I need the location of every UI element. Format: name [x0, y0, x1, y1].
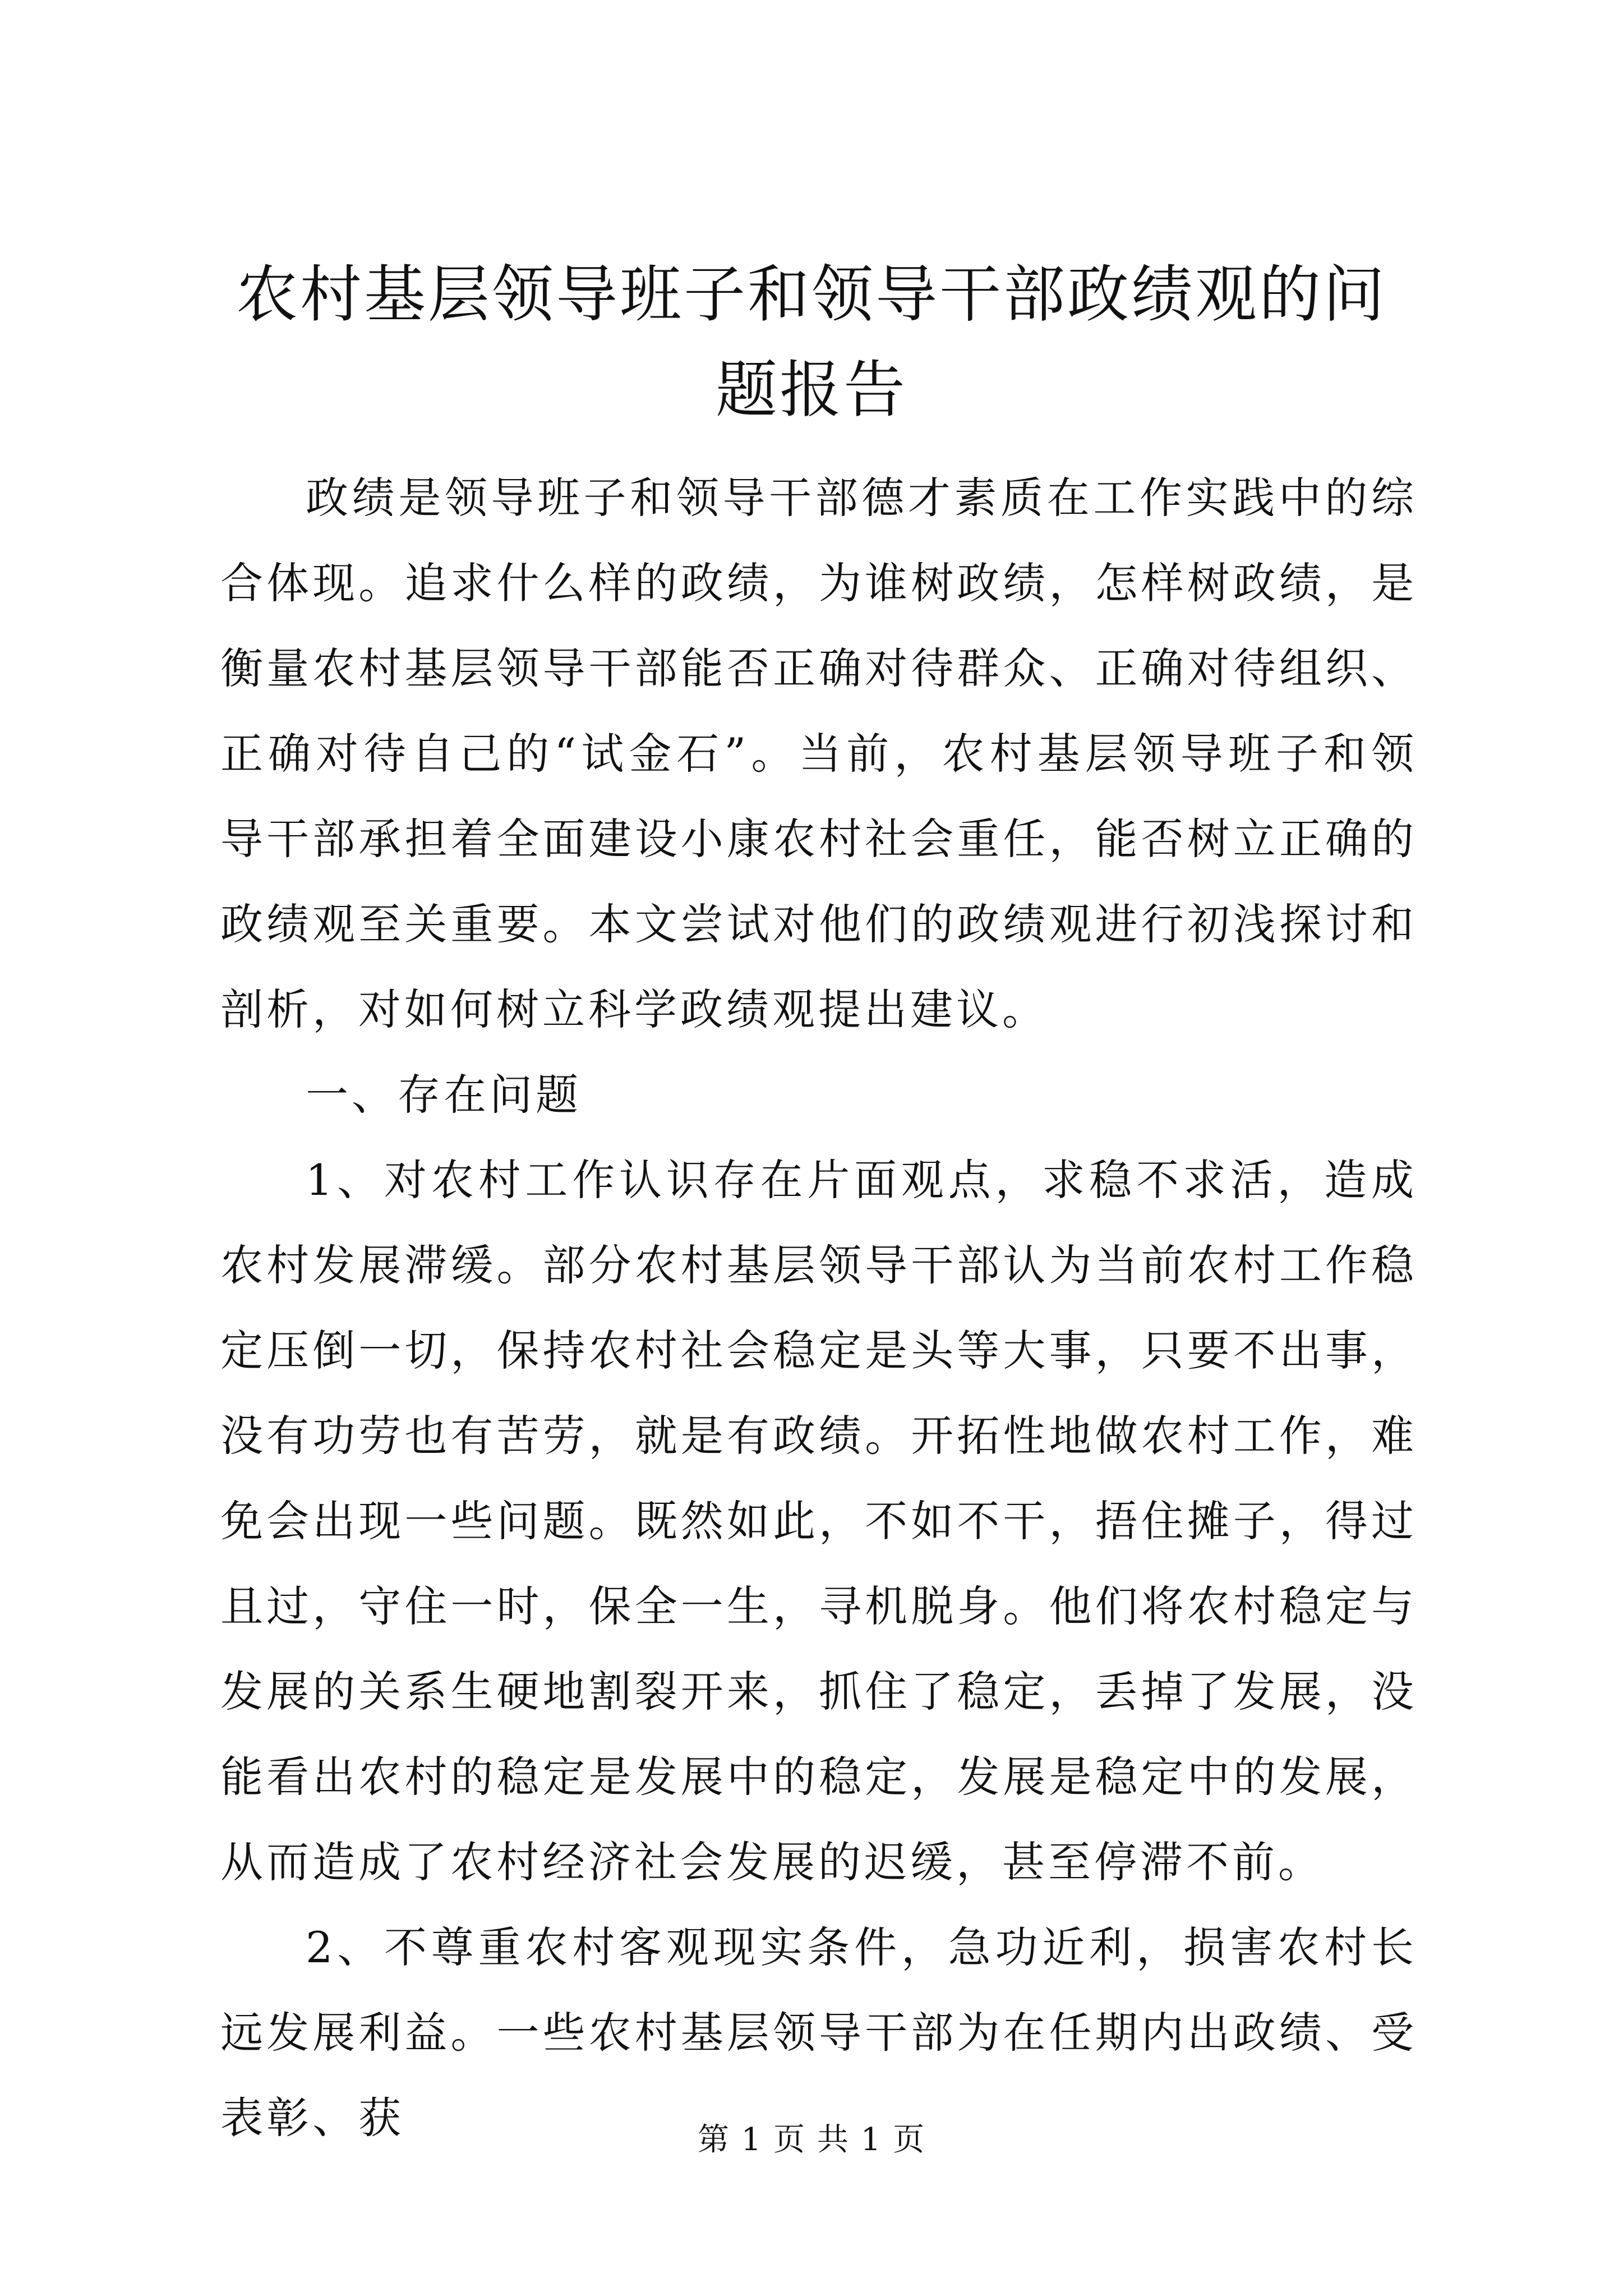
- document-title: 农村基层领导班子和领导干部政绩观的问题报告: [236, 259, 1387, 426]
- document-body: [220, 455, 1417, 2161]
- paragraph-intro: 政绩是领导班子和领导干部德才素质在工作实践中的综合体现。追求什么样的政绩，为谁树政绩，怎样树政绩，是衡量农村基层领导干部能否正确对待群众、正确对待组织、正确对待自己的“试金石”。当前，农村基层领导班子和领导干部承担着全面建设小康农村社会重任，能否树立正确的政绩观至关重要。本文尝试对他们的政绩观进行初浅探讨和剖析，对如何树立科学政绩观提出建议。: [220, 473, 1417, 1034]
- paragraph-point-2: 2、不尊重农村客观现实条件，急功近利，损害农村长远发展利益。一些农村基层领导干部为在任期内出政绩、受表彰、获: [220, 1922, 1417, 2143]
- section-heading-problems: 一、存在问题: [306, 1070, 582, 1120]
- paragraph-point-1: 1、对农村工作认识存在片面观点，求稳不求活，造成农村发展滞缓。部分农村基层领导干部认为当前农村工作稳定压倒一切，保持农村社会稳定是头等大事，只要不出事，没有功劳也有苦劳，就是有政绩。开拓性地做农村工作，难免会出现一些问题。既然如此，不如不干，捂住摊子，得过且过，守住一时，保全一生，寻机脱身。他们将农村稳定与发展的关系生硬地割裂开来，抓住了稳定，丢掉了发展，没能看出农村的稳定是发展中的稳定，发展是稳定中的发展，从而造成了农村经济社会发展的迟缓，甚至停滞不前。: [220, 1155, 1417, 1887]
- page-footer: 第 1 页 共 1 页: [697, 2122, 926, 2158]
